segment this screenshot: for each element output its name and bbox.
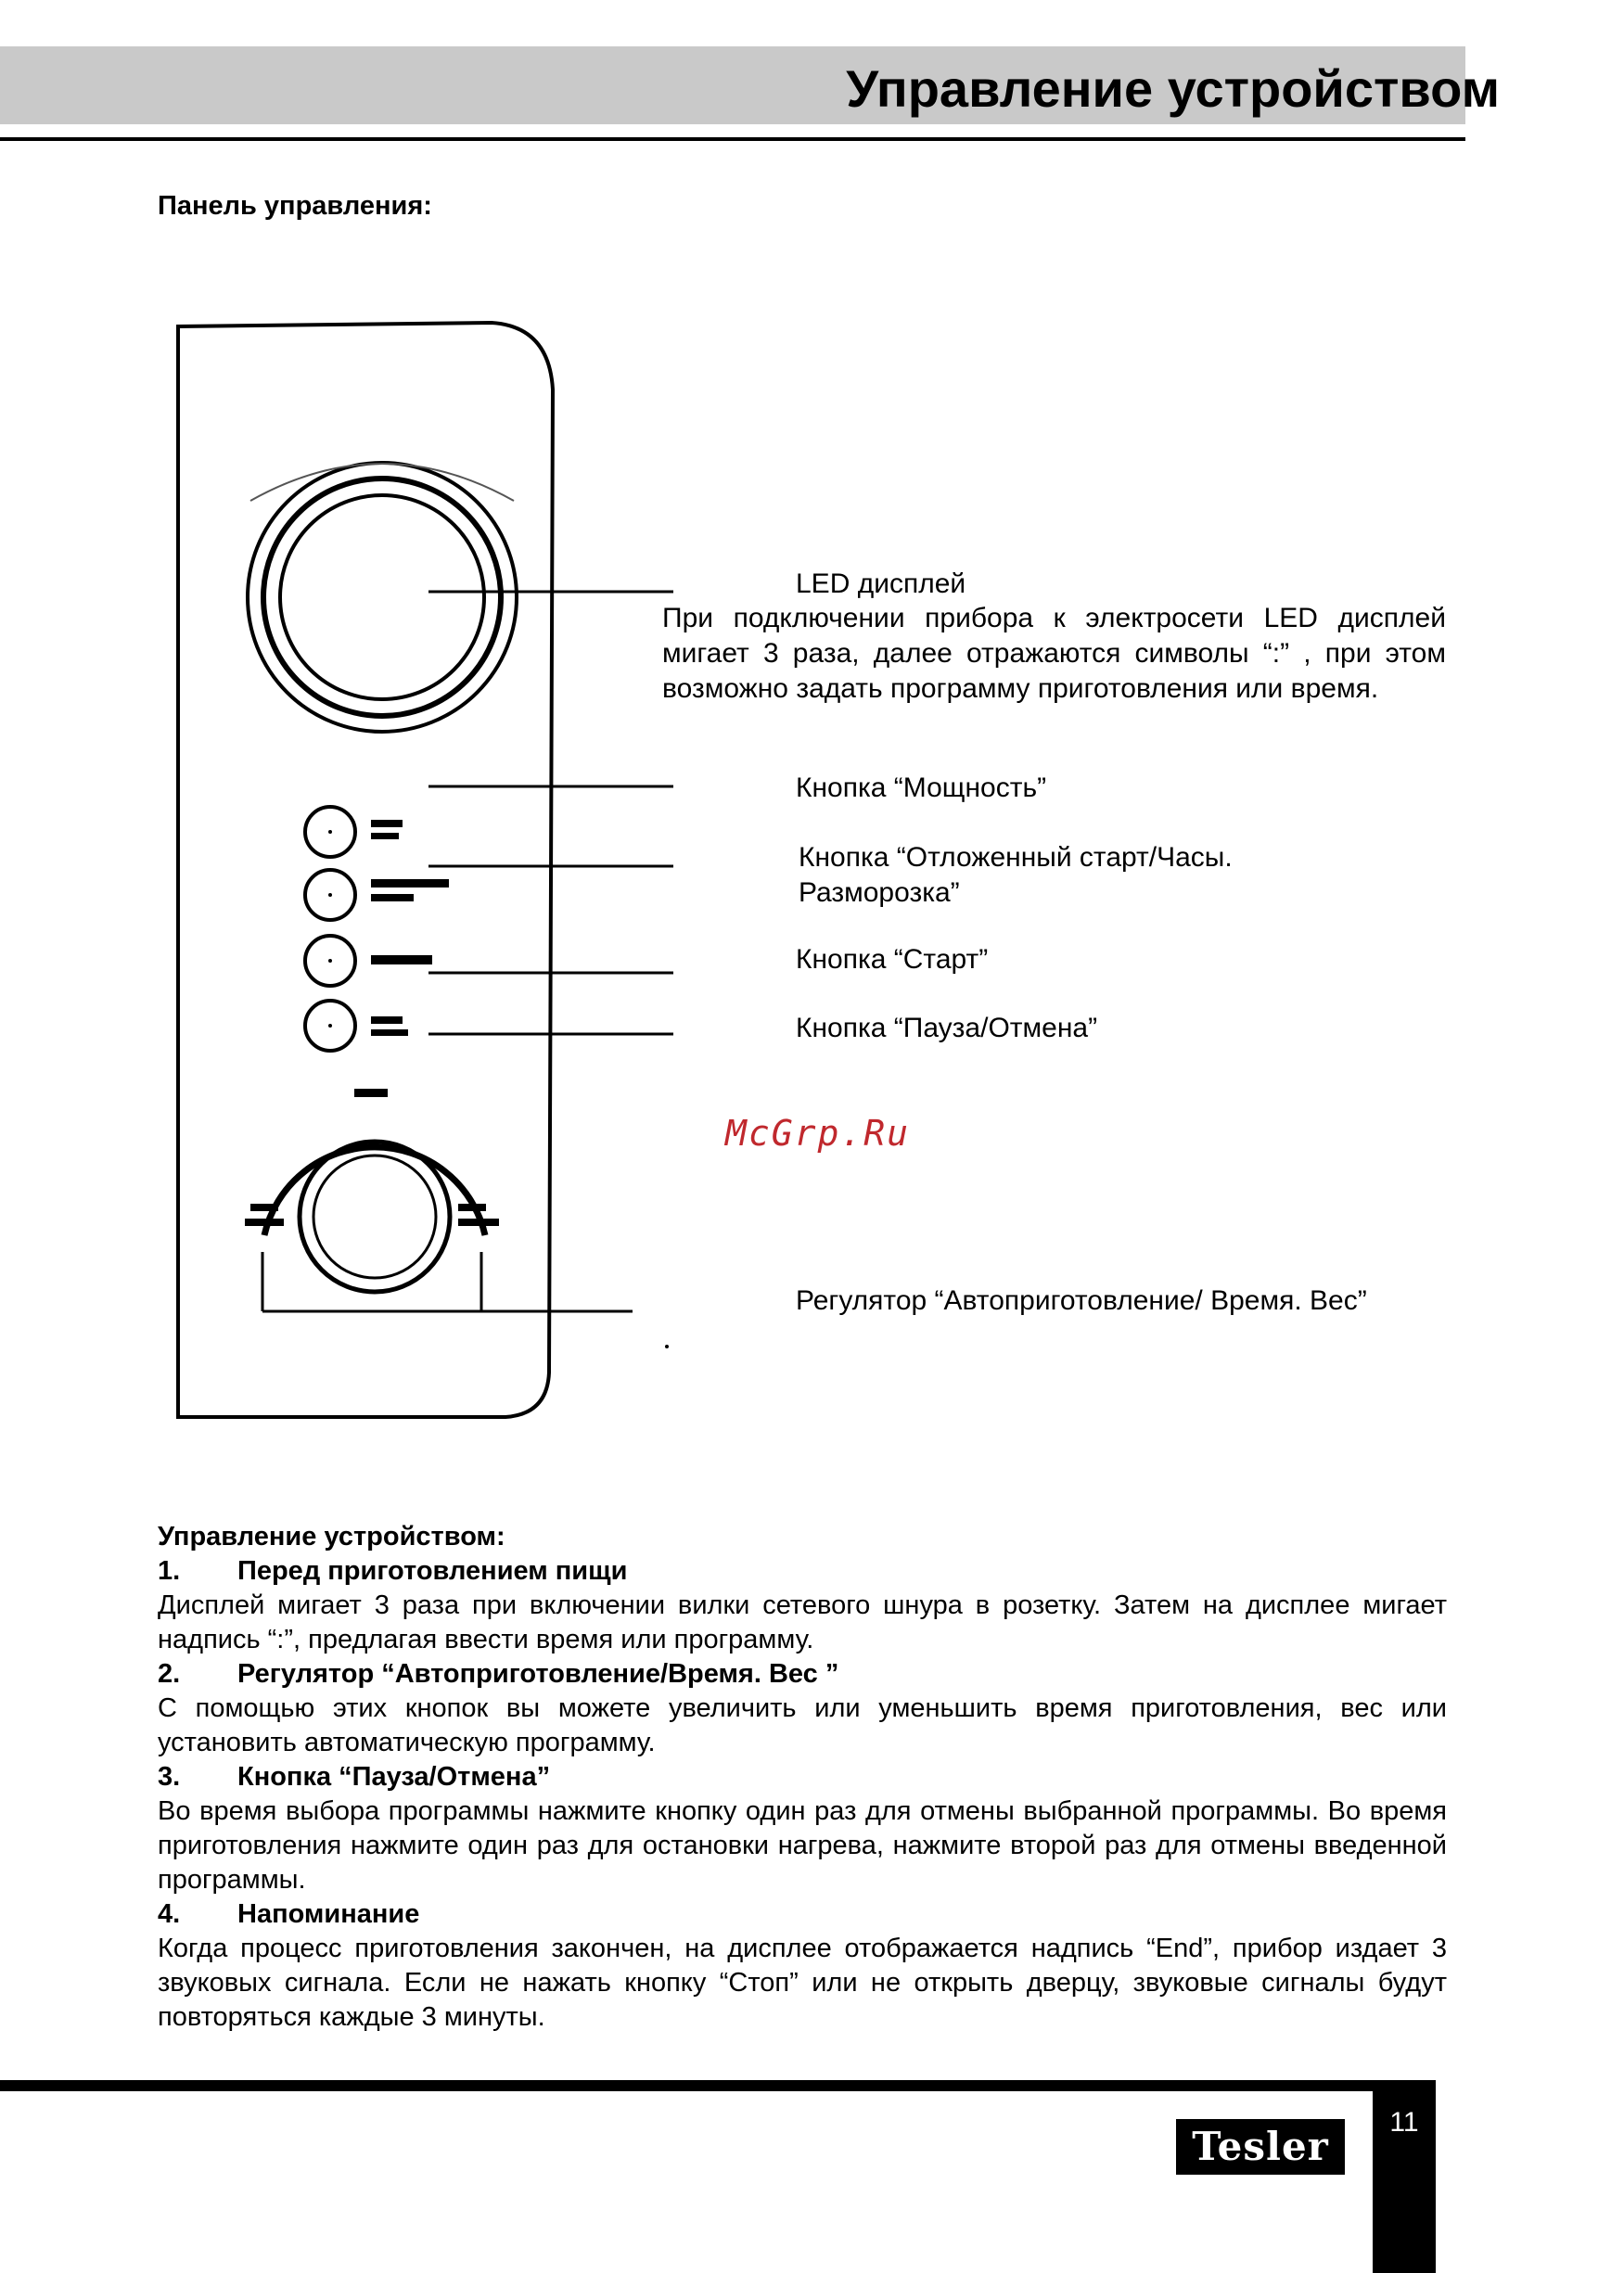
dial-left-print-2 (245, 1219, 284, 1226)
dial-knob-outer (300, 1142, 450, 1292)
pause-button-dot (328, 1024, 332, 1028)
dial-top-print (354, 1089, 388, 1097)
regulator-label: Регулятор “Автоприготовление/ Время. Вес” (796, 1285, 1367, 1316)
instruction-1-title: 1. Перед приготовлением пищи (158, 1556, 628, 1586)
pause-button-print-2 (371, 1029, 408, 1036)
pause-cancel-button-label: Кнопка “Пауза/Отмена” (796, 1013, 1098, 1043)
instruction-3-title: 3. Кнопка “Пауза/Отмена” (158, 1762, 551, 1792)
dial-right-print (458, 1204, 486, 1211)
delay-button-print (371, 879, 449, 887)
led-display-inner-ring (280, 495, 484, 699)
led-display-label: LED дисплей (796, 568, 966, 599)
dial-right-print-2 (458, 1219, 499, 1226)
panel-outline (178, 323, 553, 1417)
start-button-print (371, 955, 432, 964)
instruction-2-text: С помощью этих кнопок вы можете увеличить или уменьшить время приготовления, вес или установить автоматическую программу. (158, 1693, 1447, 1757)
power-button-print (371, 820, 403, 827)
page-number: 11 (1389, 2107, 1419, 2138)
instruction-4-title: 4. Напоминание (158, 1899, 420, 1929)
led-display-mid-ring (263, 479, 501, 716)
dial-left-print (250, 1204, 278, 1211)
panel-section-label: Панель управления: (158, 191, 432, 221)
page-title: Управление устройством (846, 59, 1500, 118)
dial-knob-inner (313, 1156, 436, 1278)
led-display-description: При подключении прибора к электросети LED дисплей мигает 3 раза, далее отражаются символы “:” , при этом возможно задать программу приготовления или время. (662, 603, 1446, 704)
delay-button-dot (328, 893, 332, 897)
instruction-3-text: Во время выбора программы нажмите кнопку один раз для отмены выбранной программы. Во время приготовления нажмите один раз для остановки нагрева, нажмите второй раз для отмены введенной программы. (158, 1796, 1447, 1895)
stray-dot (665, 1345, 669, 1348)
instructions-heading: Управление устройством: (158, 1522, 505, 1552)
pause-button-print (371, 1016, 403, 1024)
start-button-label: Кнопка “Старт” (796, 944, 989, 975)
power-button-label: Кнопка “Мощность” (796, 773, 1047, 803)
instructions-section (158, 1520, 1447, 2035)
instruction-4-text: Когда процесс приготовления закончен, на дисплее отображается надпись “End”, прибор издает 3 звуковых сигнала. Если не нажать кнопку “Стоп” или не открыть дверцу, звуковые сигналы будут повторяться каждые 3 минуты. (158, 1934, 1447, 2032)
instruction-2-title: 2. Регулятор “Автоприготовление/Время. Вес ” (158, 1659, 839, 1689)
led-display-outer-ring (248, 463, 517, 732)
power-button-dot (328, 830, 332, 834)
brand-logo: Tesler (1176, 2119, 1345, 2175)
power-button-print-2 (371, 833, 399, 839)
delay-start-button-label: Кнопка “Отложенный старт/Часы. Разморозка” (799, 842, 1233, 908)
delay-button-print-2 (371, 894, 414, 901)
footer-rule (0, 2080, 1436, 2091)
watermark[interactable]: McGrp.Ru (725, 1113, 911, 1154)
instruction-1-text: Дисплей мигает 3 раза при включении вилки сетевого шнура в розетку. Затем на дисплее мигает надпись “:”, предлагая ввести время или программу. (158, 1590, 1447, 1654)
start-button-dot (328, 959, 332, 963)
